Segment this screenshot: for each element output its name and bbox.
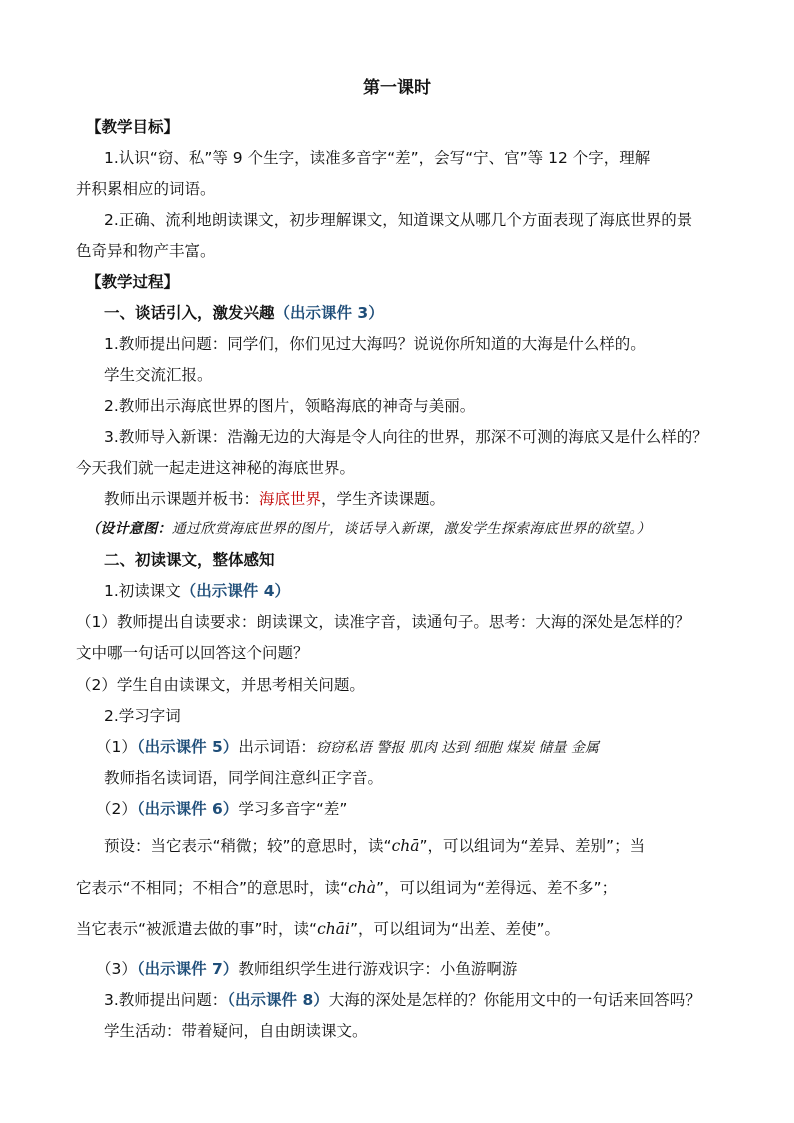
courseware-ref: （出示课件 5） xyxy=(136,738,239,756)
paragraph: 1.初读课文（出示课件 4） xyxy=(104,582,290,600)
goals-header: 【教学目标】 xyxy=(86,118,180,136)
paragraph: 教师指名读词语，同学间注意纠正字音。 xyxy=(104,769,384,787)
section-1-title: 一、谈话引入，激发兴趣 xyxy=(104,304,275,322)
paragraph: 3.教师导入新课：浩瀚无边的大海是令人向往的世界，那深不可测的海底又是什么样的？ xyxy=(104,428,708,446)
pinyin: chāi xyxy=(317,920,350,938)
paragraph: 学生活动：带着疑问，自由朗读课文。 xyxy=(104,1022,368,1040)
courseware-ref: （出示课件 6） xyxy=(136,800,239,818)
section-2-heading: 二、初读课文，整体感知 xyxy=(104,551,275,569)
paragraph: （2）学生自由读课文，并思考相关问题。 xyxy=(76,676,365,694)
pinyin: chà xyxy=(348,879,376,897)
page-title: 第一课时 xyxy=(363,78,431,98)
goal-2-line-1: 2.正确、流利地朗读课文，初步理解课文，知道课文从哪几个方面表现了海底世界的景 xyxy=(104,211,693,229)
section-1-heading xyxy=(104,302,384,324)
goal-1-line-1: 1.认识“窃、私”等 9 个生字，读准多音字“差”，会写“宁、官”等 12 个字，理解 xyxy=(104,149,651,167)
paragraph: 它表示“不相同；不相合”的意思时，读“chà”，可以组词为“差得远、差不多”； xyxy=(76,879,618,897)
goal-2-line-2: 色奇异和物产丰富。 xyxy=(76,242,216,260)
paragraph: （1）教师提出自读要求：朗读课文，读准字音，读通句子。思考：大海的深处是怎样的？ xyxy=(76,613,691,631)
paragraph: 文中哪一句话可以回答这个问题？ xyxy=(76,644,309,662)
goal-1-line-2: 并积累相应的词语。 xyxy=(76,180,216,198)
paragraph: 2.学习字词 xyxy=(104,707,181,725)
courseware-ref: （出示课件 4） xyxy=(180,582,290,600)
paragraph: 3.教师提出问题：（出示课件 8）大海的深处是怎样的？你能用文中的一句话来回答吗？ xyxy=(104,991,701,1009)
courseware-ref: （出示课件 7） xyxy=(136,960,239,978)
paragraph: （1）（出示课件 5）出示词语：窃窃私语 警报 肌肉 达到 细胞 煤炭 储量 金属 xyxy=(96,738,599,756)
paragraph: 今天我们就一起走进这神秘的海底世界。 xyxy=(76,459,356,477)
word-list: 窃窃私语 警报 肌肉 达到 细胞 煤炭 储量 金属 xyxy=(315,740,599,756)
process-header: 【教学过程】 xyxy=(86,273,180,291)
paragraph: 2.教师出示海底世界的图片，领略海底的神奇与美丽。 xyxy=(104,397,476,415)
paragraph: 教师出示课题并板书：海底世界，学生齐读课题。 xyxy=(104,490,446,508)
pinyin: chā xyxy=(391,837,420,855)
paragraph: （2）（出示课件 6）学习多音字“差” xyxy=(96,800,348,818)
paragraph: 学生交流汇报。 xyxy=(104,366,213,384)
paragraph: 当它表示“被派遣去做的事”时，读“chāi”，可以组词为“出差、差使”。 xyxy=(76,920,561,938)
board-title: 海底世界 xyxy=(259,490,322,508)
paragraph: 预设：当它表示“稍微；较”的意思时，读“chā”，可以组词为“差异、差别”；当 xyxy=(104,837,646,855)
paragraph: （3）（出示课件 7）教师组织学生进行游戏识字：小鱼游啊游 xyxy=(96,960,518,978)
courseware-ref: （出示课件 3） xyxy=(274,304,384,322)
paragraph: 1.教师提出问题：同学们，你们见过大海吗？说说你所知道的大海是什么样的。 xyxy=(104,335,646,353)
courseware-ref: （出示课件 8） xyxy=(227,991,329,1009)
design-intent-note: （设计意图：通过欣赏海底世界的图片，谈话导入新课，激发学生探索海底世界的欲望。） xyxy=(86,521,652,537)
